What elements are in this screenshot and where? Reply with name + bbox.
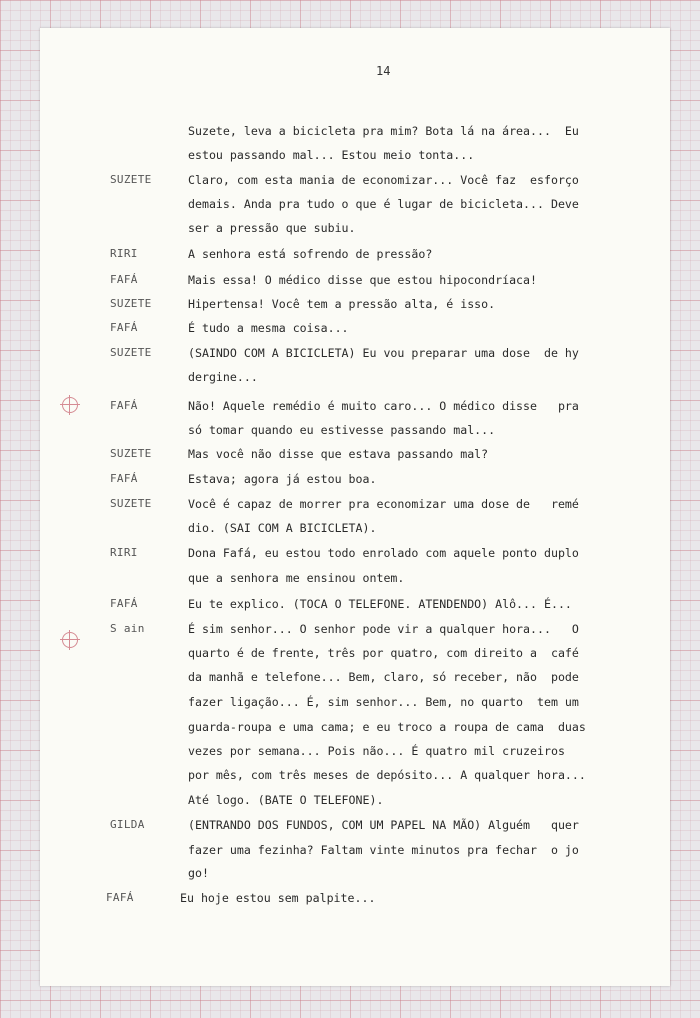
speaker-name: FAFÁ (110, 321, 138, 334)
script-line (0, 221, 700, 245)
script-line (0, 768, 700, 792)
script-line (0, 597, 700, 621)
script-line (0, 546, 700, 570)
dialogue-text: guarda-roupa e uma cama; e eu troco a roupa de cama duas (188, 720, 586, 734)
script-line (0, 720, 700, 744)
dialogue-text: por mês, com três meses de depósito... A qualquer hora... (188, 768, 586, 782)
script-line (0, 646, 700, 670)
script-line (0, 370, 700, 394)
script-line (0, 622, 700, 646)
dialogue-text: vezes por semana... Pois não... É quatro mil cruzeiros (188, 744, 565, 758)
dialogue-text: Hipertensa! Você tem a pressão alta, é isso. (188, 297, 496, 311)
dialogue-text: Dona Fafá, eu estou todo enrolado com aquele ponto duplo (188, 546, 579, 560)
dialogue-text: dergine... (188, 370, 258, 384)
speaker-name: RIRI (110, 247, 138, 260)
speaker-name: SUZETE (110, 173, 152, 186)
dialogue-text: Mais essa! O médico disse que estou hipocondríaca! (188, 273, 538, 287)
dialogue-text: Até logo. (BATE O TELEFONE). (188, 793, 384, 807)
dialogue-text: Suzete, leva a bicicleta pra mim? Bota lá na área... Eu (188, 124, 579, 138)
registration-mark-icon (62, 632, 78, 648)
speaker-name: SUZETE (110, 297, 152, 310)
dialogue-text: Estava; agora já estou boa. (188, 472, 377, 486)
script-line (0, 521, 700, 545)
script-line (0, 695, 700, 719)
speaker-name: S ain (110, 622, 145, 635)
script-line (0, 148, 700, 172)
dialogue-text: Mas você não disse que estava passando mal? (188, 447, 489, 461)
script-line (0, 247, 700, 271)
script-line (0, 173, 700, 197)
dialogue-text: ser a pressão que subiu. (188, 221, 356, 235)
dialogue-text: Eu te explico. (TOCA O TELEFONE. ATENDENDO) Alô... É... (188, 597, 572, 611)
dialogue-text: Não! Aquele remédio é muito caro... O médico disse pra (188, 399, 579, 413)
dialogue-text: que a senhora me ensinou ontem. (188, 571, 405, 585)
dialogue-text: da manhã e telefone... Bem, claro, só receber, não pode (188, 670, 579, 684)
speaker-name: FAFÁ (106, 891, 134, 904)
dialogue-text: A senhora está sofrendo de pressão? (188, 247, 433, 261)
script-line (0, 866, 700, 890)
dialogue-text: fazer ligação... É, sim senhor... Bem, no quarto tem um (188, 695, 579, 709)
speaker-name: SUZETE (110, 497, 152, 510)
script-line (0, 197, 700, 221)
speaker-name: RIRI (110, 546, 138, 559)
dialogue-text: go! (188, 866, 209, 880)
dialogue-text: demais. Anda pra tudo o que é lugar de bicicleta... Deve (188, 197, 579, 211)
script-line (0, 273, 700, 297)
script-line (0, 571, 700, 595)
script-line (0, 670, 700, 694)
speaker-name: SUZETE (110, 447, 152, 460)
script-line (0, 793, 700, 817)
dialogue-text: Você é capaz de morrer pra economizar uma dose de remé (188, 497, 579, 511)
script-line (0, 124, 700, 148)
dialogue-text: Eu hoje estou sem palpite... (180, 891, 376, 905)
dialogue-text: dio. (SAI COM A BICICLETA). (188, 521, 377, 535)
dialogue-text: (SAINDO COM A BICICLETA) Eu vou preparar uma dose de hy (188, 346, 579, 360)
speaker-name: FAFÁ (110, 399, 138, 412)
script-line (0, 891, 700, 915)
speaker-name: FAFÁ (110, 597, 138, 610)
script-line (0, 399, 700, 423)
script-line (0, 472, 700, 496)
speaker-name: FAFÁ (110, 472, 138, 485)
speaker-name: SUZETE (110, 346, 152, 359)
dialogue-text: fazer uma fezinha? Faltam vinte minutos pra fechar o jo (188, 843, 579, 857)
script-line (0, 423, 700, 447)
script-line (0, 321, 700, 345)
dialogue-text: É tudo a mesma coisa... (188, 321, 349, 335)
script-line (0, 843, 700, 867)
speaker-name: FAFÁ (110, 273, 138, 286)
script-line (0, 447, 700, 471)
dialogue-text: estou passando mal... Estou meio tonta... (188, 148, 475, 162)
script-line (0, 497, 700, 521)
dialogue-text: (ENTRANDO DOS FUNDOS, COM UM PAPEL NA MÃO) Alguém quer (188, 818, 579, 832)
registration-mark-icon (62, 397, 78, 413)
dialogue-text: É sim senhor... O senhor pode vir a qualquer hora... O (188, 622, 579, 636)
script-line (0, 818, 700, 842)
dialogue-text: quarto é de frente, três por quatro, com direito a café (188, 646, 579, 660)
script-line (0, 297, 700, 321)
speaker-name: GILDA (110, 818, 145, 831)
dialogue-text: só tomar quando eu estivesse passando mal... (188, 423, 496, 437)
script-line (0, 744, 700, 768)
dialogue-text: Claro, com esta mania de economizar... Você faz esforço (188, 173, 579, 187)
page-number: 14 (376, 64, 391, 78)
script-line (0, 346, 700, 370)
